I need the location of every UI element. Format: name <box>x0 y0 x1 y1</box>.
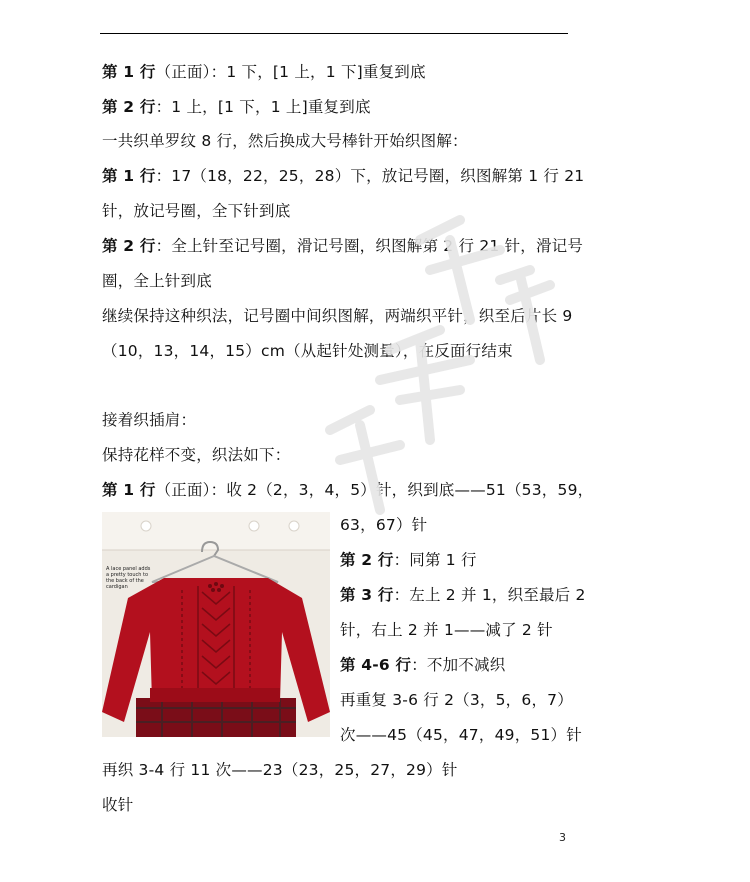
cardigan-illustration <box>102 512 330 737</box>
text-line: 第 2 行：全上针至记号圈，滑记号圈，织图解第 2 行 21 针，滑记号 <box>102 237 584 255</box>
text-line: 一共织单罗纹 8 行，然后换成大号棒针开始织图解： <box>102 132 468 150</box>
text-line: 第 1 行（正面）：1 下，[1 上，1 下]重复到底 <box>102 63 426 81</box>
text-line: 保持花样不变，织法如下： <box>102 446 291 464</box>
text-line: 第 2 行：同第 1 行 <box>340 551 477 569</box>
text-line: 收针 <box>102 796 134 814</box>
photo-caption: A lace panel adds a pretty touch to the back of the cardigan <box>106 566 151 590</box>
text-line: 第 1 行：17（18，22，25，28）下，放记号圈，织图解第 1 行 21 <box>102 167 585 185</box>
text-line: 继续保持这种织法，记号圈中间织图解，两端织平针，织至后片长 9 <box>102 307 573 325</box>
text-line: 第 2 行：1 上，[1 下，1 上]重复到底 <box>102 98 371 116</box>
text-line: 第 3 行：左上 2 并 1，织至最后 2 <box>340 586 586 604</box>
text-line: 第 1 行（正面）：收 2（2，3，4，5）针，织到底——51（53，59， <box>102 481 594 499</box>
cardigan-photo <box>102 512 330 737</box>
header-rule <box>100 33 568 34</box>
text-line: 再重复 3-6 行 2（3，5，6，7） <box>340 691 573 709</box>
text-line: 次——45（45，47，49，51）针 <box>340 726 582 744</box>
section-heading: 接着织插肩： <box>102 411 197 429</box>
page-number: 3 <box>559 831 566 844</box>
text-line: 针，放记号圈，全下针到底 <box>102 202 291 220</box>
text-line: （10，13，14，15）cm（从起针处测量），在反面行结束 <box>102 342 513 360</box>
text-line: 圈，全上针到底 <box>102 272 212 290</box>
text-line: 针，右上 2 并 1——减了 2 针 <box>340 621 553 639</box>
text-line: 再织 3-4 行 11 次——23（23，25，27，29）针 <box>102 761 458 779</box>
text-line: 第 4-6 行：不加不减织 <box>340 656 506 674</box>
text-line: 63，67）针 <box>340 516 428 534</box>
